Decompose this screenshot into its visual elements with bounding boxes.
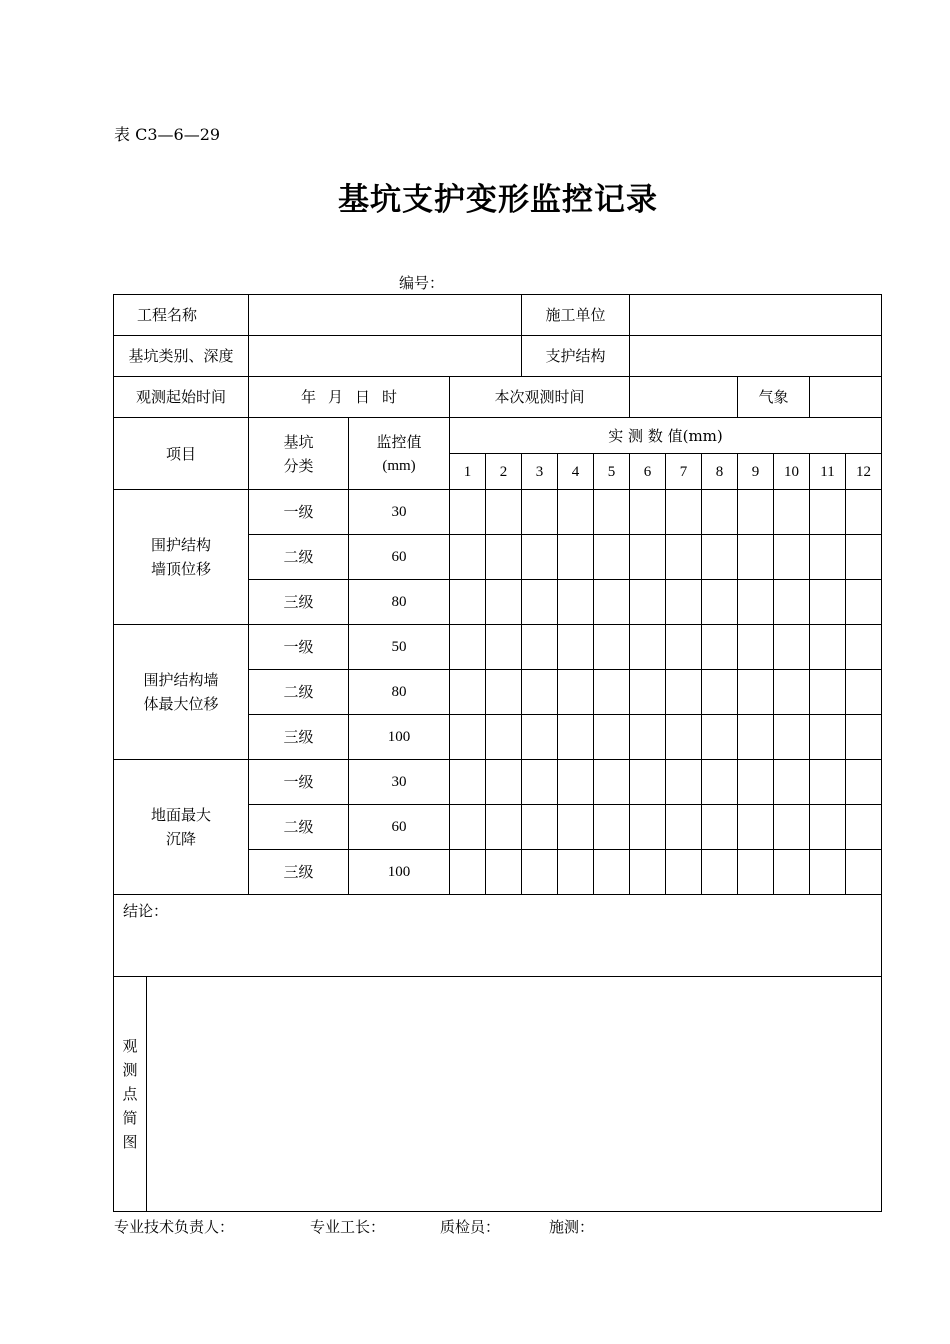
value-cell[interactable] [738, 580, 774, 625]
value-cell[interactable] [774, 850, 810, 895]
measure-col-9: 9 [738, 454, 774, 490]
value-cell[interactable] [666, 625, 702, 670]
value-cell[interactable] [738, 535, 774, 580]
value-cell[interactable] [666, 670, 702, 715]
value-cell[interactable] [810, 760, 846, 805]
value-cell[interactable] [846, 715, 882, 760]
obs-start-time-field[interactable] [249, 377, 450, 418]
value-cell[interactable] [450, 850, 486, 895]
value-cell[interactable] [630, 850, 666, 895]
serial-number-label: 编号： [399, 274, 445, 292]
sketch-label [114, 977, 147, 1212]
value-cell[interactable] [630, 580, 666, 625]
value-cell[interactable] [630, 490, 666, 535]
surveyor-label: 施测： [549, 1218, 595, 1236]
value-cell[interactable] [738, 760, 774, 805]
current-obs-time-label: 本次观测时间 [450, 377, 630, 418]
value-cell[interactable] [522, 535, 558, 580]
limit-cell: 30 [349, 490, 450, 535]
value-cell[interactable] [846, 535, 882, 580]
value-cell[interactable] [486, 535, 522, 580]
measure-col-11: 11 [810, 454, 846, 490]
current-obs-time-field[interactable] [630, 377, 738, 418]
value-cell[interactable] [522, 760, 558, 805]
grade-cell: 一级 [249, 625, 349, 670]
construction-unit-label: 施工单位 [522, 295, 630, 336]
value-cell[interactable] [558, 760, 594, 805]
value-cell[interactable] [594, 625, 630, 670]
measure-col-2: 2 [486, 454, 522, 490]
value-cell[interactable] [594, 535, 630, 580]
support-structure-label: 支护结构 [522, 336, 630, 377]
measure-col-5: 5 [594, 454, 630, 490]
value-cell[interactable] [846, 670, 882, 715]
grade-cell: 一级 [249, 490, 349, 535]
value-cell[interactable] [702, 625, 738, 670]
value-cell[interactable] [486, 670, 522, 715]
value-cell[interactable] [702, 760, 738, 805]
sketch-label-char: 图 [122, 1133, 138, 1151]
sketch-label-char: 简 [122, 1109, 138, 1127]
value-cell[interactable] [774, 805, 810, 850]
value-cell[interactable] [450, 760, 486, 805]
project-name-label: 工程名称 [114, 295, 249, 336]
value-cell[interactable] [522, 850, 558, 895]
signature-footer [114, 1216, 594, 1237]
value-cell[interactable] [486, 850, 522, 895]
conclusion-label: 结论： [123, 902, 169, 920]
sketch-label-char: 点 [122, 1085, 138, 1103]
pit-category-row [114, 336, 882, 377]
pit-class-header-line1: 基坑 [283, 432, 314, 451]
grade-cell: 三级 [249, 715, 349, 760]
sketch-area[interactable] [147, 977, 882, 1212]
pit-category-depth-field[interactable] [249, 336, 522, 377]
value-cell[interactable] [666, 535, 702, 580]
value-cell[interactable] [486, 715, 522, 760]
measure-col-7: 7 [666, 454, 702, 490]
value-cell[interactable] [594, 805, 630, 850]
value-cell[interactable] [810, 805, 846, 850]
grade-cell: 二级 [249, 805, 349, 850]
value-cell[interactable] [810, 850, 846, 895]
value-cell[interactable] [846, 490, 882, 535]
observation-time-row [114, 377, 882, 418]
value-cell[interactable] [630, 715, 666, 760]
value-cell[interactable] [666, 850, 702, 895]
table-number: 表 C3—6—29 [114, 125, 221, 144]
value-cell[interactable] [846, 580, 882, 625]
pit-class-header-line2: 分类 [283, 456, 314, 475]
value-cell[interactable] [630, 535, 666, 580]
measure-col-8: 8 [702, 454, 738, 490]
hour-label: 时 [382, 388, 398, 406]
value-cell[interactable] [846, 805, 882, 850]
value-cell[interactable] [594, 850, 630, 895]
limit-cell: 30 [349, 760, 450, 805]
value-cell[interactable] [486, 490, 522, 535]
value-cell[interactable] [522, 580, 558, 625]
value-cell[interactable] [702, 850, 738, 895]
value-cell[interactable] [558, 850, 594, 895]
grade-cell: 二级 [249, 535, 349, 580]
group-name-line2: 墙顶位移 [150, 560, 211, 578]
limit-header-line1: 监控值 [376, 432, 422, 451]
value-cell[interactable] [594, 760, 630, 805]
page-title: 基坑支护变形监控记录 [338, 182, 658, 218]
value-cell[interactable] [810, 535, 846, 580]
value-cell[interactable] [630, 760, 666, 805]
value-cell[interactable] [450, 490, 486, 535]
sketch-label-char: 观 [122, 1037, 138, 1055]
limit-cell: 100 [349, 850, 450, 895]
value-cell[interactable] [450, 625, 486, 670]
value-cell[interactable] [594, 715, 630, 760]
value-cell[interactable] [594, 580, 630, 625]
table-row [114, 760, 882, 805]
grade-cell: 三级 [249, 580, 349, 625]
day-label: 日 [355, 388, 371, 406]
value-cell[interactable] [486, 805, 522, 850]
value-cell[interactable] [702, 670, 738, 715]
month-label: 月 [327, 388, 343, 406]
year-label: 年 [300, 388, 316, 406]
value-cell[interactable] [738, 625, 774, 670]
value-cell[interactable] [450, 805, 486, 850]
conclusion-field[interactable] [114, 895, 882, 977]
value-cell[interactable] [522, 715, 558, 760]
measure-col-1: 1 [450, 454, 486, 490]
value-cell[interactable] [810, 580, 846, 625]
value-cell[interactable] [450, 715, 486, 760]
value-cell[interactable] [810, 490, 846, 535]
column-header-row-1 [114, 418, 882, 454]
support-structure-field[interactable] [630, 336, 882, 377]
value-cell[interactable] [558, 535, 594, 580]
measure-col-10: 10 [774, 454, 810, 490]
tech-lead-label: 专业技术负责人： [114, 1218, 235, 1236]
value-cell[interactable] [486, 625, 522, 670]
value-cell[interactable] [630, 670, 666, 715]
value-cell[interactable] [558, 625, 594, 670]
sketch-label-char: 测 [122, 1061, 138, 1079]
conclusion-row [114, 895, 882, 977]
value-cell[interactable] [522, 670, 558, 715]
value-cell[interactable] [450, 535, 486, 580]
inspector-label: 质检员： [440, 1218, 501, 1236]
measure-col-12: 12 [846, 454, 882, 490]
limit-cell: 100 [349, 715, 450, 760]
value-cell[interactable] [774, 760, 810, 805]
limit-cell: 60 [349, 805, 450, 850]
measure-col-3: 3 [522, 454, 558, 490]
value-cell[interactable] [702, 490, 738, 535]
value-cell[interactable] [558, 490, 594, 535]
group-name-wall-max-displacement [114, 625, 249, 760]
limit-cell: 60 [349, 535, 450, 580]
table-row [114, 490, 882, 535]
project-name-row [114, 295, 882, 336]
value-cell[interactable] [666, 490, 702, 535]
value-cell[interactable] [594, 670, 630, 715]
grade-cell: 二级 [249, 670, 349, 715]
value-cell[interactable] [666, 580, 702, 625]
value-cell[interactable] [486, 580, 522, 625]
value-cell[interactable] [522, 625, 558, 670]
value-cell[interactable] [558, 805, 594, 850]
value-cell[interactable] [522, 490, 558, 535]
value-cell[interactable] [846, 760, 882, 805]
value-cell[interactable] [666, 760, 702, 805]
weather-label: 气象 [738, 377, 810, 418]
measure-col-6: 6 [630, 454, 666, 490]
measure-col-4: 4 [558, 454, 594, 490]
limit-cell: 80 [349, 670, 450, 715]
value-cell[interactable] [558, 670, 594, 715]
group-name-line2: 沉降 [165, 830, 196, 848]
value-cell[interactable] [450, 580, 486, 625]
value-cell[interactable] [486, 760, 522, 805]
sketch-row [114, 977, 882, 1212]
value-cell[interactable] [630, 805, 666, 850]
value-cell[interactable] [738, 490, 774, 535]
group-name-line1: 地面最大 [150, 806, 211, 824]
value-cell[interactable] [666, 805, 702, 850]
value-cell[interactable] [774, 490, 810, 535]
item-header: 项目 [114, 418, 249, 490]
value-cell[interactable] [810, 625, 846, 670]
limit-cell: 80 [349, 580, 450, 625]
value-cell[interactable] [738, 715, 774, 760]
pit-category-depth-label: 基坑类别、深度 [114, 336, 249, 377]
monitoring-form-table [113, 294, 882, 1212]
value-cell[interactable] [774, 580, 810, 625]
value-cell[interactable] [846, 850, 882, 895]
limit-header [349, 418, 450, 490]
value-cell[interactable] [738, 850, 774, 895]
value-cell[interactable] [666, 715, 702, 760]
measured-values-header: 实 测 数 值(mm) [450, 418, 882, 454]
value-cell[interactable] [558, 715, 594, 760]
value-cell[interactable] [450, 670, 486, 715]
limit-header-line2: (mm) [382, 457, 416, 474]
value-cell[interactable] [630, 625, 666, 670]
value-cell[interactable] [738, 805, 774, 850]
group-name-line1: 围护结构 [150, 536, 211, 554]
obs-start-time-label: 观测起始时间 [114, 377, 249, 418]
value-cell[interactable] [558, 580, 594, 625]
value-cell[interactable] [810, 715, 846, 760]
value-cell[interactable] [738, 670, 774, 715]
value-cell[interactable] [702, 580, 738, 625]
group-name-line1: 围护结构墙 [143, 671, 219, 689]
grade-cell: 三级 [249, 850, 349, 895]
value-cell[interactable] [594, 490, 630, 535]
value-cell[interactable] [774, 535, 810, 580]
value-cell[interactable] [774, 625, 810, 670]
group-name-wall-top-displacement [114, 490, 249, 625]
project-name-field[interactable] [249, 295, 522, 336]
value-cell[interactable] [702, 715, 738, 760]
value-cell[interactable] [702, 805, 738, 850]
construction-unit-field[interactable] [630, 295, 882, 336]
pit-class-header [249, 418, 349, 490]
weather-field[interactable] [810, 377, 882, 418]
value-cell[interactable] [774, 715, 810, 760]
foreman-label: 专业工长： [310, 1218, 386, 1236]
group-name-line2: 体最大位移 [143, 695, 219, 713]
group-name-ground-settlement [114, 760, 249, 895]
table-row [114, 625, 882, 670]
grade-cell: 一级 [249, 760, 349, 805]
limit-cell: 50 [349, 625, 450, 670]
value-cell[interactable] [846, 625, 882, 670]
value-cell[interactable] [702, 535, 738, 580]
value-cell[interactable] [774, 670, 810, 715]
value-cell[interactable] [522, 805, 558, 850]
value-cell[interactable] [810, 670, 846, 715]
